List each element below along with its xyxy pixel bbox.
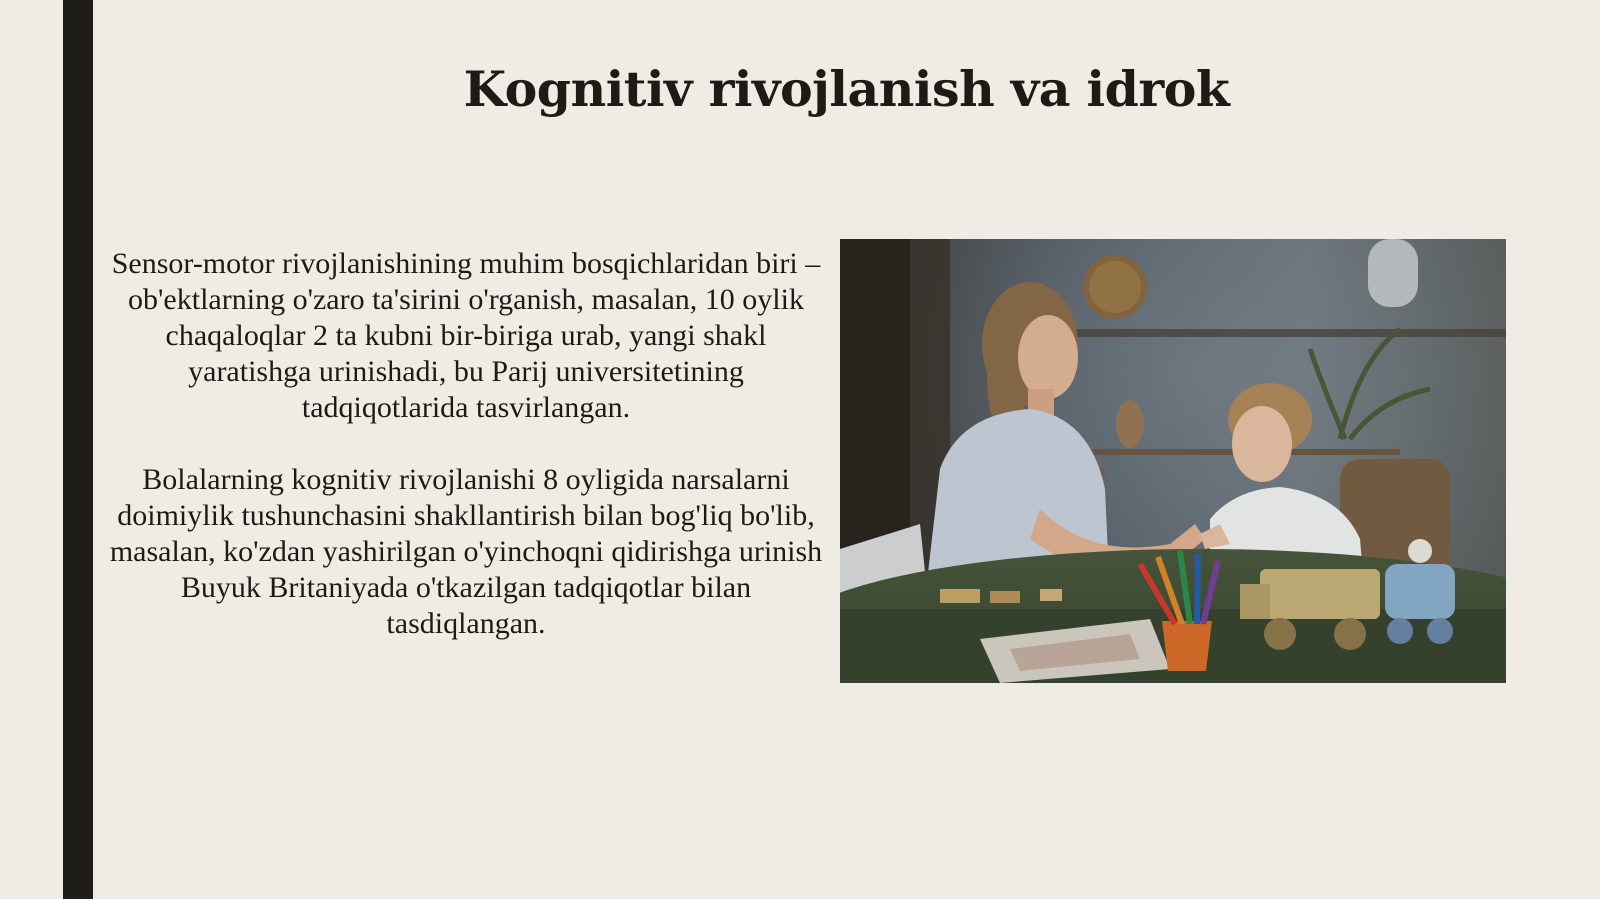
photo-illustration — [840, 239, 1506, 683]
slide-body — [108, 246, 824, 642]
paragraph-sensor-motor: Sensor-motor rivojlanishining muhim bosqichlaridan biri – ob'ektlarning o'zaro ta'sirini o'rganish, masalan, 10 oylik chaqaloqlar 2 ta kubni bir-biriga urab, yangi shakl yaratishga urinishadi, bu Parij universitetining tadqiqotlarida tasvirlangan. — [111, 247, 821, 424]
photo-mother-and-child — [840, 239, 1506, 683]
accent-bar — [63, 0, 93, 899]
slide-title: Kognitiv rivojlanish va idrok — [463, 60, 1230, 118]
paragraph-object-permanence: Bolalarning kognitiv rivojlanishi 8 oyligida narsalarni doimiylik tushunchasini shakllantirish bilan bog'liq bo'lib, masalan, ko'zdan yashirilgan o'yinchoqni qidirishga urinish Buyuk Britaniyada o'tkazilgan tadqiqotlar bilan tasdiqlangan. — [109, 463, 823, 640]
